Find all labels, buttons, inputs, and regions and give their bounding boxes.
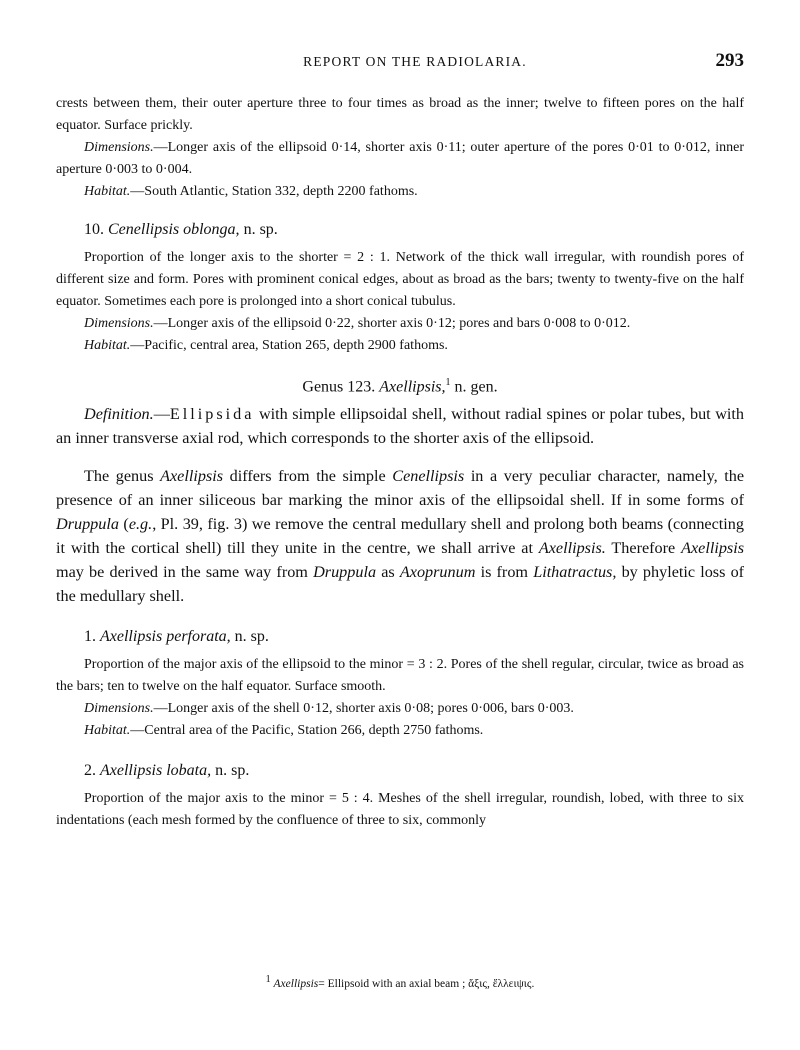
footnote-term: Axellipsis xyxy=(273,977,319,990)
dimensions-paragraph xyxy=(56,313,744,335)
continued-description: crests between them, their outer aperture three to four times as broad as the inner; twelve to fifteen pores on the half equator. Surface prickly. xyxy=(56,96,744,133)
habitat-label: Habitat. xyxy=(84,338,131,353)
habitat-label: Habitat. xyxy=(84,723,131,739)
species-description: Proportion of the major axis of the ellipsoid to the minor = 3 : 2. Pores of the shell regular, circular, twice as broad as the bars; ten to twelve on the half equator. Surface smooth. xyxy=(56,657,744,695)
habitat-label: Habitat. xyxy=(84,184,131,199)
text-run: by phyletic loss of the medullary shell. xyxy=(56,563,745,606)
dimensions-paragraph xyxy=(56,698,744,720)
plate-number: 39 xyxy=(182,515,199,534)
taxon-name: Axellipsis. xyxy=(538,539,606,558)
page-body xyxy=(56,93,744,832)
text-run: , Pl. xyxy=(152,515,179,534)
abbreviation: e.g. xyxy=(128,515,153,534)
dimensions-text: —Longer axis of the ellipsoid 0·22, shorter axis 0·12; pores and bars 0·008 to 0·012. xyxy=(153,316,631,331)
text-run: may be derived in the same way from xyxy=(56,563,308,582)
taxon-name: Axellipsis xyxy=(160,467,224,486)
taxon-name: Druppula xyxy=(313,563,377,582)
footnote-greek: ἄξις, ἔλλειψις. xyxy=(468,977,535,990)
dimensions-text: —Longer axis of the ellipsoid 0·14, shorter axis 0·11; outer aperture of the pores 0·01 to 0·012, inner aperture 0·003 to 0·004. xyxy=(56,140,744,177)
page-header xyxy=(86,50,744,76)
taxon-name: Axoprunum xyxy=(399,563,476,582)
running-head: REPORT ON THE RADIOLARIA. xyxy=(303,54,527,69)
definition-term: Ellipsida xyxy=(169,405,255,424)
text-run: Therefore xyxy=(611,539,676,558)
genus-name: Axellipsis, xyxy=(379,378,446,396)
genus-heading xyxy=(56,377,744,396)
species-heading xyxy=(84,762,744,780)
species-number: 10. xyxy=(84,221,104,238)
species-heading xyxy=(84,221,744,239)
footnote-text: = Ellipsoid with an axial beam ; xyxy=(318,977,466,990)
habitat-text: —Central area of the Pacific, Station 266, depth 2750 fathoms. xyxy=(130,723,484,739)
footnote-mark: 1 xyxy=(265,974,271,985)
dimensions-label: Dimensions. xyxy=(84,140,154,155)
genus-discussion xyxy=(56,464,744,608)
text-run: is from xyxy=(480,563,529,582)
page-number: 293 xyxy=(715,50,744,71)
species-name: Axellipsis lobata, xyxy=(100,762,212,780)
species-description: Proportion of the major axis to the minor = 5 : 4. Meshes of the shell irregular, roundish, lobed, with three to six indentations (each mesh formed by the confluence of three to six, commonly xyxy=(56,791,744,829)
taxon-name: Druppula xyxy=(56,515,119,534)
text-run: differs from the simple xyxy=(229,467,386,486)
footnote xyxy=(0,974,800,990)
species-suffix: n. sp. xyxy=(215,762,250,780)
species-suffix: n. sp. xyxy=(243,221,278,238)
dimensions-text: —Longer axis of the shell 0·12, shorter axis 0·08; pores 0·006, bars 0·003. xyxy=(153,701,574,717)
dimensions-label: Dimensions. xyxy=(84,701,154,717)
species-name: Cenellipsis oblonga, xyxy=(108,221,240,238)
species-number: 2. xyxy=(84,762,96,780)
genus-definition xyxy=(56,402,744,450)
definition-dash: — xyxy=(153,405,170,424)
text-run: , fig. 3) we remove the central medullary shell and prolong both beams (connecting it with the cortical shell) till they unite in the centre, we shall arrive at xyxy=(56,515,744,558)
habitat-paragraph xyxy=(56,720,744,742)
taxon-name: Axellipsis xyxy=(681,539,745,558)
habitat-text: —Pacific, central area, Station 265, depth 2900 fathoms. xyxy=(130,338,448,353)
habitat-paragraph xyxy=(56,181,744,203)
genus-prefix: Genus 123. xyxy=(302,378,376,396)
footnote-marker: 1 xyxy=(445,377,451,388)
definition-label: Definition. xyxy=(84,405,154,424)
text-run: as xyxy=(381,563,395,582)
dimensions-label: Dimensions. xyxy=(84,316,154,331)
definition-text: with simple ellipsoidal shell, without radial spines or polar tubes, but with an inner transverse axial rod, which corresponds to the shorter axis of the ellipsoid. xyxy=(56,405,744,448)
text-run: in a very peculiar character, namely, the presence of an inner siliceous bar marking the minor axis of the ellipsoidal shell. If in some forms of xyxy=(56,467,745,510)
genus-suffix: n. gen. xyxy=(454,378,498,396)
text-run: ( xyxy=(123,515,129,534)
species-number: 1. xyxy=(84,628,96,646)
species-heading xyxy=(84,628,744,646)
dimensions-paragraph xyxy=(56,137,744,181)
taxon-name: Lithatractus, xyxy=(533,563,617,582)
species-suffix: n. sp. xyxy=(234,628,269,646)
taxon-name: Cenellipsis xyxy=(392,467,465,486)
text-run: The genus xyxy=(84,467,154,486)
habitat-paragraph xyxy=(56,335,744,357)
species-name: Axellipsis perforata, xyxy=(100,628,231,646)
species-description: Proportion of the longer axis to the shorter = 2 : 1. Network of the thick wall irregular, with roundish pores of different size and form. Pores with prominent conical edges, about as broad as the bars; twenty to twenty-five on the half equator. Sometimes each pore is prolonged into a short conical tubulus. xyxy=(56,250,744,309)
habitat-text: —South Atlantic, Station 332, depth 2200 fathoms. xyxy=(130,184,418,199)
